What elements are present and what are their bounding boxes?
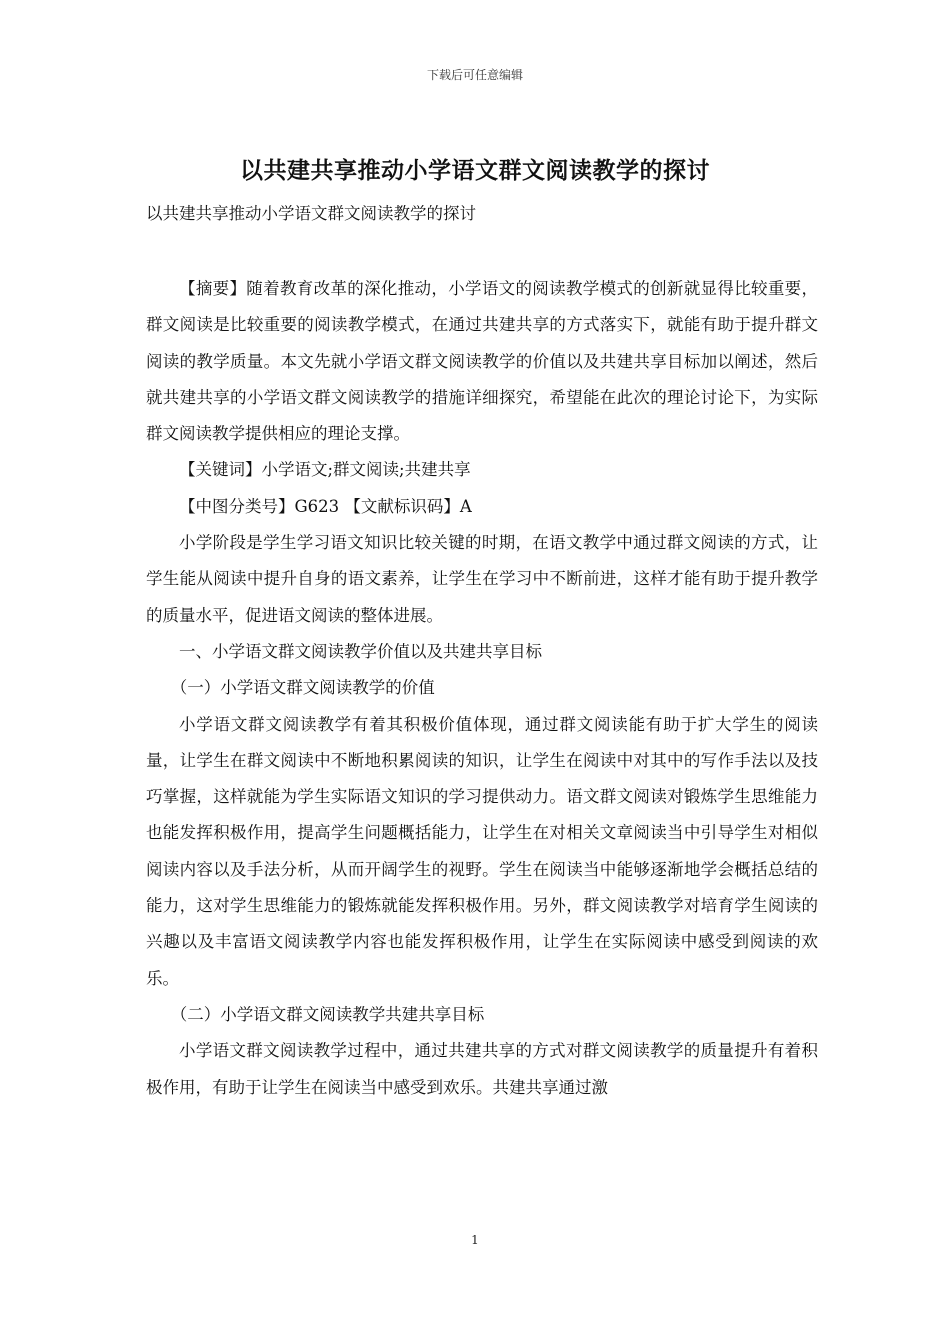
subsection-heading-1: （一）小学语文群文阅读教学的价值 xyxy=(170,678,435,698)
document-title: 以共建共享推动小学语文群文阅读教学的探讨 xyxy=(240,157,710,184)
document-subtitle: 以共建共享推动小学语文群文阅读教学的探讨 xyxy=(146,204,476,223)
abstract-paragraph: 【摘要】随着教育改革的深化推动，小学语文的阅读教学模式的创新就显得比较重要，群文阅读是比较重要的阅读教学模式，在通过共建共享的方式落实下，就能有助于提升群文阅读的教学质量。本文先就小学语文群文阅读教学的价值以及共建共享目标加以阐述，然后就共建共享的小学语文群文阅读教学的措施详细探究，希望能在此次的理论讨论下，为实际群文阅读教学提供相应的理论支撑。 xyxy=(146,279,818,444)
document-body xyxy=(146,271,818,1106)
subsection-heading-2: （二）小学语文群文阅读教学共建共享目标 xyxy=(170,1004,485,1024)
body-paragraph-goal: 小学语文群文阅读教学过程中，通过共建共享的方式对群文阅读教学的质量提升有着积极作用，有助于让学生在阅读当中感受到欢乐。共建共享通过激 xyxy=(146,1041,818,1097)
classification-line: 【中图分类号】G623 【文献标识码】A xyxy=(179,496,472,516)
keywords-line: 【关键词】小学语文;群文阅读;共建共享 xyxy=(179,460,471,480)
body-paragraph-value: 小学语文群文阅读教学有着其积极价值体现，通过群文阅读能有助于扩大学生的阅读量，让学生在群文阅读中不断地积累阅读的知识，让学生在阅读中对其中的写作手法以及技巧掌握，这样就能为学生实际语文知识的学习提供动力。语文群文阅读对锻炼学生思维能力也能发挥积极作用，提高学生问题概括能力，让学生在对相关文章阅读当中引导学生对相似阅读内容以及手法分析，从而开阔学生的视野。学生在阅读当中能够逐渐地学会概括总结的能力，这对学生思维能力的锻炼就能发挥积极作用。另外，群文阅读教学对培育学生阅读的兴趣以及丰富语文阅读教学内容也能发挥积极作用，让学生在实际阅读中感受到阅读的欢乐。 xyxy=(146,714,818,988)
section-heading-1: 一、小学语文群文阅读教学价值以及共建共享目标 xyxy=(179,641,542,661)
header-note: 下载后可任意编辑 xyxy=(426,68,523,82)
intro-paragraph: 小学阶段是学生学习语文知识比较关键的时期，在语文教学中通过群文阅读的方式，让学生能从阅读中提升自身的语文素养，让学生在学习中不断前进，这样才能有助于提升教学的质量水平，促进语文阅读的整体进展。 xyxy=(146,533,818,625)
page-number: 1 xyxy=(471,1233,479,1247)
